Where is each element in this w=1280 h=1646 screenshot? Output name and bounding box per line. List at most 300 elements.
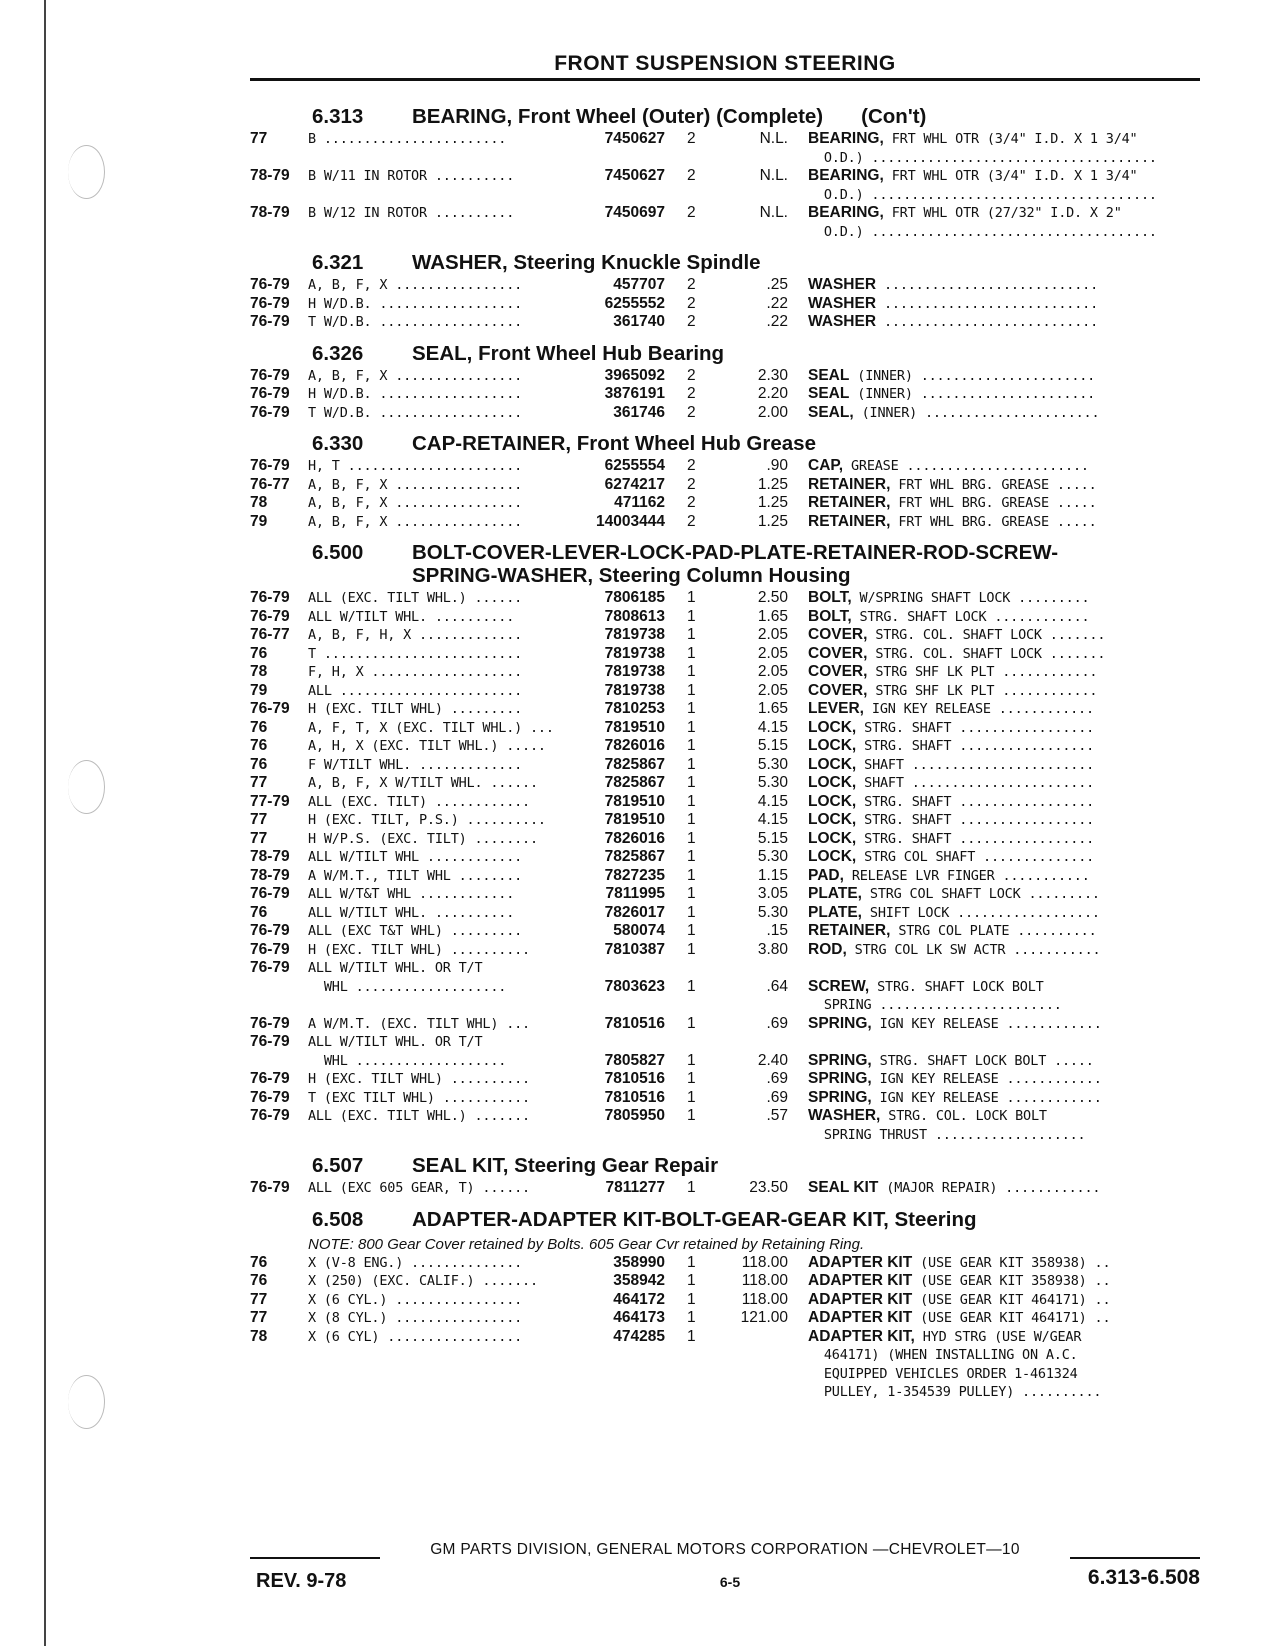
application: ALL .......................	[308, 682, 523, 699]
section-number: 6.500	[312, 541, 364, 564]
quantity: 1	[687, 626, 696, 643]
price: .25	[766, 276, 788, 293]
part-number: 7810387	[604, 940, 665, 958]
description-detail: STRG. SHAFT .................	[856, 812, 1095, 828]
model-year: 76-79	[250, 1014, 290, 1032]
description	[808, 626, 1208, 645]
model-year: 76	[250, 903, 268, 921]
model-year: 76-79	[250, 313, 290, 330]
application: H (EXC. TILT, P.S.) ..........	[308, 812, 546, 828]
model-year: 77	[250, 829, 268, 847]
model-year: 77	[250, 811, 268, 828]
description-name: LOCK,	[808, 718, 857, 736]
description	[808, 700, 1208, 719]
model-year: 76-77	[250, 626, 290, 643]
model-year: 76-79	[250, 1107, 290, 1124]
quantity: 1	[687, 829, 696, 847]
description-name: ADAPTER KIT	[808, 1272, 913, 1289]
quantity: 2	[687, 512, 696, 530]
description	[808, 793, 1208, 812]
part-number: 464173	[613, 1309, 665, 1326]
model-year: 76	[250, 644, 268, 662]
part-number: 361746	[613, 403, 665, 421]
description-name: SEAL	[808, 385, 850, 402]
description-detail: (INNER) ......................	[849, 367, 1096, 384]
part-number: 7825867	[604, 755, 665, 773]
description	[808, 645, 1208, 664]
model-year: 76-79	[250, 607, 290, 625]
description	[808, 904, 1208, 923]
part-number: 6255554	[604, 457, 665, 474]
part-row	[250, 404, 1210, 423]
model-year: 76-79	[250, 1179, 290, 1196]
part-row	[250, 1033, 1210, 1070]
part-row	[250, 608, 1210, 627]
part-row	[250, 1015, 1210, 1034]
application: H W/D.B. ..................	[308, 386, 523, 402]
description	[808, 1309, 1208, 1328]
section-title-text: WASHER, Steering Knuckle Spindle	[412, 251, 761, 274]
part-number: 471162	[614, 494, 665, 511]
description-name: ADAPTER KIT	[808, 1309, 913, 1326]
price: .22	[766, 294, 788, 312]
part-number: 474285	[613, 1327, 665, 1345]
quantity: 1	[687, 1253, 696, 1271]
price: 1.65	[757, 607, 788, 625]
price: .22	[766, 313, 788, 330]
part-number: 7806185	[604, 589, 665, 606]
model-year: 76-79	[250, 366, 290, 384]
part-row	[250, 663, 1210, 682]
application: H (EXC. TILT WHL) ..........	[308, 1071, 530, 1087]
model-year: 78	[250, 663, 268, 680]
application: F W/TILT WHL. .............	[308, 756, 523, 773]
description-name: WASHER	[808, 276, 877, 293]
part-number: 6255552	[604, 294, 665, 312]
description-name: COVER,	[808, 681, 868, 699]
section-header	[250, 1208, 1210, 1231]
quantity: 2	[687, 385, 696, 402]
application: A, B, F, X ................	[308, 476, 523, 493]
part-row	[250, 719, 1210, 738]
quantity: 1	[687, 737, 696, 754]
model-year: 78-79	[250, 866, 290, 884]
quantity: 2	[687, 366, 696, 384]
quantity: 1	[687, 755, 696, 773]
model-year: 76-79	[250, 940, 290, 958]
part-row	[250, 1254, 1210, 1273]
section-number: 6.326	[312, 341, 364, 365]
description-detail: (INNER) ......................	[849, 386, 1096, 402]
description-name: ADAPTER KIT	[808, 1290, 913, 1308]
footer-rule-right	[1070, 1557, 1200, 1559]
part-row	[250, 1070, 1210, 1089]
description-detail: IGN KEY RELEASE ............	[863, 701, 1094, 717]
description-name: RETAINER,	[808, 494, 891, 511]
price: 2.30	[757, 366, 788, 384]
application: H W/D.B. ..................	[308, 295, 523, 312]
model-year: 76	[250, 718, 268, 736]
quantity: 2	[687, 494, 696, 511]
quantity: 1	[687, 718, 696, 736]
description-name: LOCK,	[808, 829, 857, 847]
left-margin-rule	[44, 0, 46, 1646]
description-detail: STRG. SHAFT LOCK BOLT SPRING .......................	[823, 978, 1062, 1013]
model-year: 78	[250, 1327, 268, 1345]
price: 2.40	[757, 1051, 788, 1069]
price: 23.50	[749, 1179, 788, 1196]
description	[808, 1291, 1208, 1310]
quantity: 2	[687, 130, 696, 147]
application: ALL W/TILT WHL ............	[308, 849, 523, 865]
application: ALL (EXC T&T WHL) .........	[308, 923, 523, 939]
section-title	[412, 105, 1210, 128]
description-name: PAD,	[808, 866, 844, 884]
application: A, H, X (EXC. TILT WHL.) .....	[308, 738, 546, 754]
description-name: SPRING,	[808, 1070, 872, 1087]
model-year: 76	[250, 1272, 268, 1289]
application: ALL W/TILT WHL. OR T/T WHL ...................	[308, 960, 507, 995]
description-name: LOCK,	[808, 737, 857, 754]
model-year: 76-79	[250, 959, 290, 976]
description-name: ROD,	[808, 940, 847, 958]
part-row	[250, 589, 1210, 608]
model-year: 76-79	[250, 403, 290, 421]
section-title-text: SEAL, Front Wheel Hub Bearing	[412, 341, 725, 365]
punch-hole-mark	[68, 145, 105, 199]
model-year: 76-79	[250, 1070, 290, 1087]
application: X (250) (EXC. CALIF.) .......	[308, 1273, 538, 1289]
description	[808, 737, 1208, 756]
application: ALL (EXC. TILT WHL.) ......	[308, 590, 523, 606]
section-header	[250, 251, 1210, 274]
price: 5.30	[757, 755, 788, 773]
description-detail: (USE GEAR KIT 358938) ..	[912, 1254, 1111, 1271]
quantity: 1	[687, 774, 696, 791]
quantity: 1	[687, 903, 696, 921]
part-row	[250, 626, 1210, 645]
footer-rule-left	[250, 1557, 380, 1559]
description	[808, 719, 1208, 738]
part-row	[250, 204, 1210, 241]
part-row	[250, 313, 1210, 332]
part-number: 7810516	[604, 1014, 665, 1032]
quantity: 1	[687, 885, 696, 902]
description	[808, 1015, 1208, 1034]
price: 5.15	[757, 829, 788, 847]
part-row	[250, 811, 1210, 830]
section-number: 6.321	[312, 251, 364, 274]
price: 5.30	[757, 903, 788, 921]
part-row	[250, 793, 1210, 812]
quantity: 2	[687, 167, 696, 184]
price: 2.05	[757, 681, 788, 699]
punch-hole-mark	[68, 1375, 105, 1429]
section-header	[250, 541, 1210, 587]
part-row	[250, 457, 1210, 476]
quantity: 1	[687, 1290, 696, 1308]
description-detail: STRG SHF LK PLT ............	[867, 664, 1098, 680]
part-row	[250, 276, 1210, 295]
price: .90	[766, 457, 788, 474]
model-year: 78	[250, 494, 268, 511]
section-title	[412, 251, 1210, 274]
quantity: 1	[687, 811, 696, 828]
application: T (EXC TILT WHL) ...........	[308, 1089, 530, 1106]
description-detail: IGN KEY RELEASE ............	[871, 1089, 1102, 1106]
quantity: 2	[687, 403, 696, 421]
description-name: SPRING,	[808, 1088, 872, 1106]
part-number: 7819738	[604, 644, 665, 662]
part-number: 7811277	[605, 1179, 665, 1196]
description	[808, 941, 1208, 960]
model-year: 76-79	[250, 885, 290, 902]
model-year: 78-79	[250, 167, 290, 184]
price: 118.00	[741, 1290, 788, 1308]
description-name: PLATE,	[808, 903, 862, 921]
application: A, F, T, X (EXC. TILT WHL.) ...	[308, 719, 554, 736]
description-name: LEVER,	[808, 700, 864, 717]
price: 1.25	[757, 512, 788, 530]
application: ALL W/TILT WHL. ..........	[308, 904, 515, 921]
price: 5.30	[757, 848, 788, 865]
part-row	[250, 130, 1210, 167]
application: A, B, F, H, X .............	[308, 627, 523, 643]
part-number: 7810516	[604, 1070, 665, 1087]
price: 2.05	[757, 663, 788, 680]
description-detail: FRT WHL OTR (27/32" I.D. X 2" O.D.) ....................................	[823, 205, 1157, 240]
price: .57	[766, 1107, 788, 1124]
model-year: 76	[250, 1253, 268, 1271]
description-detail: STRG. SHAFT .................	[856, 719, 1095, 736]
quantity: 1	[687, 1107, 696, 1124]
description	[808, 404, 1208, 423]
part-number: 7819510	[604, 811, 665, 828]
description-name: SEAL KIT	[808, 1179, 879, 1196]
description-detail: STRG. SHAFT LOCK BOLT .....	[871, 1052, 1094, 1069]
description-detail: STRG. SHAFT .................	[856, 738, 1095, 754]
part-number: 7450627	[604, 130, 665, 147]
part-number: 6274217	[604, 475, 665, 493]
section-number: 6.330	[312, 432, 364, 455]
quantity: 1	[687, 644, 696, 662]
application: A W/M.T. (EXC. TILT WHL) ...	[308, 1015, 530, 1032]
description	[808, 830, 1208, 849]
application: X (6 CYL.) ................	[308, 1291, 523, 1308]
part-number: 7819510	[604, 792, 665, 810]
description-name: ADAPTER KIT	[808, 1253, 913, 1271]
description-detail: RELEASE LVR FINGER ...........	[843, 867, 1090, 884]
description	[808, 663, 1208, 682]
model-year: 76-79	[250, 385, 290, 402]
description-name: SPRING,	[808, 1051, 872, 1069]
part-number: 7827235	[604, 866, 665, 884]
section-header	[250, 105, 1210, 128]
description	[808, 682, 1208, 701]
description-name: BOLT,	[808, 589, 852, 606]
part-row	[250, 756, 1210, 775]
model-year: 76	[250, 737, 268, 754]
price: 4.15	[757, 718, 788, 736]
section-header	[250, 432, 1210, 455]
description	[808, 1089, 1208, 1108]
header-rule	[250, 78, 1200, 81]
description-name: COVER,	[808, 626, 868, 643]
part-number: 7819738	[604, 681, 665, 699]
description	[808, 1033, 1208, 1070]
description	[808, 204, 1208, 241]
part-number: 3965092	[604, 366, 665, 384]
application: ALL W/TILT WHL. OR T/T WHL ...................	[308, 1034, 507, 1069]
model-year: 77	[250, 1290, 268, 1308]
part-row	[250, 922, 1210, 941]
part-row	[250, 959, 1210, 1015]
description	[808, 167, 1208, 204]
description-name: WASHER,	[808, 1107, 881, 1124]
part-number: 7450627	[604, 167, 665, 184]
application: X (V-8 ENG.) ..............	[308, 1254, 523, 1271]
application: H (EXC. TILT WHL) .........	[308, 701, 523, 717]
part-number: 7826017	[604, 903, 665, 921]
price: 1.15	[757, 866, 788, 884]
quantity: 1	[687, 940, 696, 958]
part-number: 7811995	[605, 885, 665, 902]
price: 3.05	[757, 885, 788, 902]
part-row	[250, 682, 1210, 701]
description	[808, 811, 1208, 830]
description-name: PLATE,	[808, 885, 862, 902]
price: N.L.	[759, 167, 788, 184]
quantity: 1	[687, 866, 696, 884]
section-title-text: CAP-RETAINER, Front Wheel Hub Grease	[412, 432, 816, 455]
section-header	[250, 1154, 1210, 1177]
price: 5.15	[757, 737, 788, 754]
description-name: COVER,	[808, 663, 868, 680]
model-year: 76-79	[250, 294, 290, 312]
quantity: 1	[687, 1051, 696, 1069]
price: 4.15	[757, 792, 788, 810]
description-name: SEAL,	[808, 403, 854, 421]
description-name: RETAINER,	[808, 475, 891, 493]
description-detail: FRT WHL BRG. GREASE .....	[890, 513, 1097, 530]
part-row	[250, 1107, 1210, 1144]
part-number: 7805950	[604, 1107, 665, 1124]
part-row	[250, 737, 1210, 756]
model-year: 76-79	[250, 922, 290, 939]
model-year: 76-79	[250, 1088, 290, 1106]
price: 2.50	[757, 589, 788, 606]
quantity: 1	[687, 792, 696, 810]
description	[808, 295, 1208, 314]
section-title-text: BEARING, Front Wheel (Outer) (Complete)	[412, 105, 824, 128]
description-detail: SHIFT LOCK ..................	[861, 904, 1100, 921]
part-number: 7825867	[604, 774, 665, 791]
description-detail: (USE GEAR KIT 358938) ..	[912, 1273, 1111, 1289]
description-detail: FRT WHL BRG. GREASE .....	[890, 495, 1097, 511]
section-title	[412, 541, 1210, 587]
description-name: RETAINER,	[808, 512, 891, 530]
section-title-text: ADAPTER-ADAPTER KIT-BOLT-GEAR-GEAR KIT, Steering	[412, 1207, 977, 1231]
description	[808, 130, 1208, 167]
description-detail: (USE GEAR KIT 464171) ..	[912, 1291, 1111, 1308]
part-number: 7819738	[604, 663, 665, 680]
description	[808, 1272, 1208, 1291]
quantity: 2	[687, 475, 696, 493]
model-year: 78-79	[250, 204, 290, 221]
section-number: 6.508	[312, 1207, 364, 1231]
part-row	[250, 885, 1210, 904]
description-detail: STRG SHF LK PLT ............	[867, 682, 1098, 699]
part-number: 7810253	[604, 700, 665, 717]
part-number: 7803623	[604, 977, 665, 995]
part-row	[250, 774, 1210, 793]
description	[808, 756, 1208, 775]
part-row	[250, 295, 1210, 314]
price: .64	[766, 977, 788, 995]
model-year: 77	[250, 1309, 268, 1326]
description	[808, 276, 1208, 295]
quantity: 1	[687, 1309, 696, 1326]
part-number: 580074	[613, 922, 665, 939]
description-name: SPRING,	[808, 1014, 872, 1032]
description-name: CAP,	[808, 457, 844, 474]
part-number: 358990	[613, 1253, 665, 1271]
application: H, T ......................	[308, 458, 523, 474]
description-name: BOLT,	[808, 607, 852, 625]
description-name: WASHER	[808, 313, 877, 330]
model-year: 76	[250, 755, 268, 773]
model-year: 76-79	[250, 457, 290, 474]
part-row	[250, 513, 1210, 532]
quantity: 1	[687, 922, 696, 939]
quantity: 1	[687, 589, 696, 606]
description-detail: FRT WHL OTR (3/4" I.D. X 1 3/4" O.D.) ....................................	[823, 131, 1157, 166]
part-row	[250, 1291, 1210, 1310]
part-number: 7805827	[604, 1051, 665, 1069]
description-detail: STRG. SHAFT .................	[856, 830, 1095, 847]
section-number: 6.313	[312, 105, 364, 128]
application: ALL (EXC. TILT WHL.) .......	[308, 1108, 530, 1124]
part-number: 7826016	[604, 829, 665, 847]
quantity: 1	[687, 1014, 696, 1032]
description-name: LOCK,	[808, 755, 857, 773]
description-detail: STRG COL SHAFT ..............	[856, 849, 1095, 865]
part-row	[250, 830, 1210, 849]
part-number: 464172	[613, 1290, 665, 1308]
quantity: 1	[687, 1327, 696, 1345]
punch-hole-mark	[68, 760, 105, 814]
part-number: 7819738	[604, 626, 665, 643]
description-detail: FRT WHL OTR (3/4" I.D. X 1 3/4" O.D.) ....................................	[823, 168, 1157, 203]
description-detail: (MAJOR REPAIR) ............	[878, 1180, 1101, 1196]
part-number: 7825867	[604, 848, 665, 865]
description-name: ADAPTER KIT,	[808, 1327, 915, 1345]
description-name: LOCK,	[808, 811, 857, 828]
application: T .........................	[308, 645, 523, 662]
part-row	[250, 476, 1210, 495]
description-detail: (USE GEAR KIT 464171) ..	[912, 1310, 1111, 1326]
part-row	[250, 867, 1210, 886]
description	[808, 774, 1208, 793]
quantity: 1	[687, 977, 696, 995]
application: B .......................	[308, 131, 507, 147]
application: H (EXC. TILT WHL) ..........	[308, 941, 530, 958]
description	[808, 959, 1208, 1015]
part-number: 457707	[613, 276, 665, 293]
description-detail: GREASE .......................	[843, 458, 1089, 474]
model-year: 76-79	[250, 589, 290, 606]
price: 1.65	[757, 700, 788, 717]
